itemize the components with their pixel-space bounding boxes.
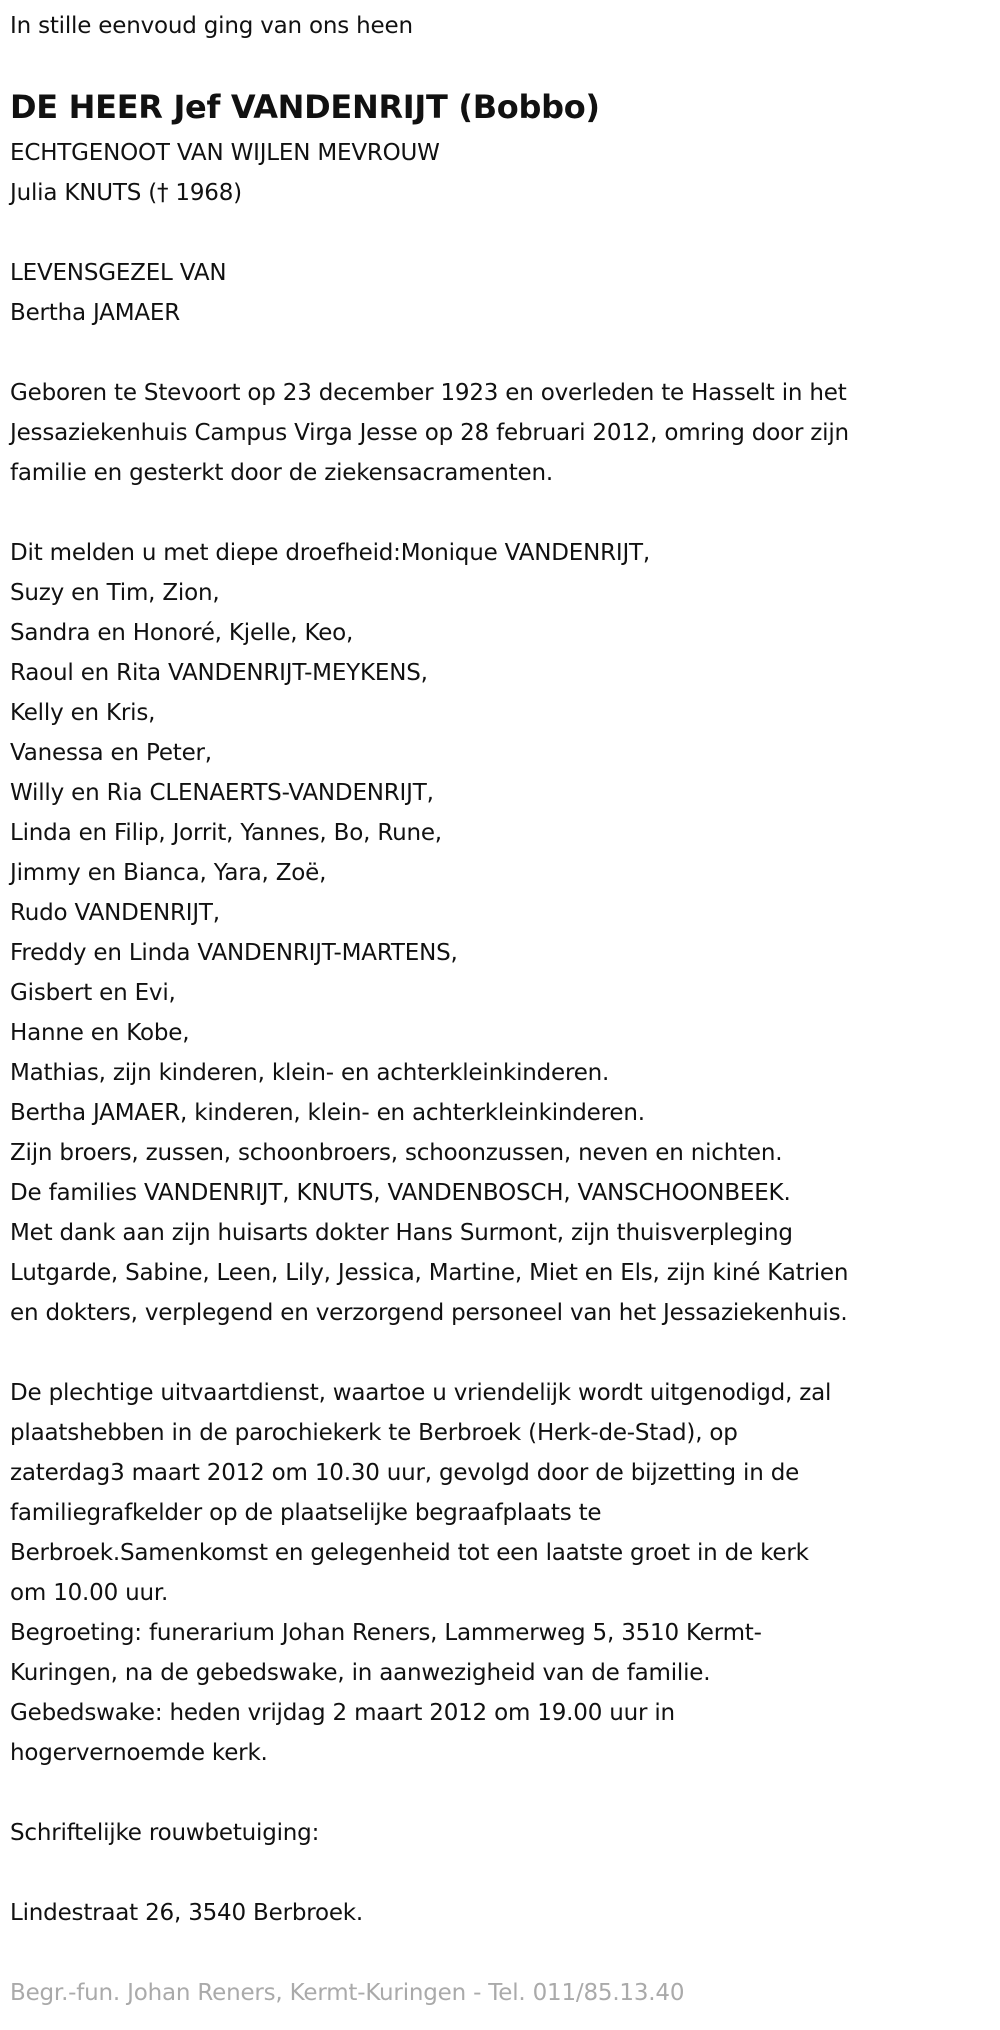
service-paragraph	[10, 1373, 1000, 1773]
text-line: Mathias, zijn kinderen, klein- en achterkleinkinderen.	[10, 1060, 610, 1086]
text-line: hogervernoemde kerk.	[10, 1740, 268, 1766]
text-line: Freddy en Linda VANDENRIJT-MARTENS,	[10, 940, 458, 966]
text-line: om 10.00 uur.	[10, 1580, 169, 1606]
text-line: Linda en Filip, Jorrit, Yannes, Bo, Rune,	[10, 820, 442, 846]
text-line: Lutgarde, Sabine, Leen, Lily, Jessica, Martine, Miet en Els, zijn kiné Katrien	[10, 1260, 849, 1286]
intro-text: In stille eenvoud ging van ons heen	[10, 13, 413, 39]
text-line: Geboren te Stevoort op 23 december 1923 en overleden te Hasselt in het	[10, 380, 847, 406]
text-line: Jessaziekenhuis Campus Virga Jesse op 28 februari 2012, omring door zijn	[10, 420, 849, 446]
partner-name: Bertha JAMAER	[10, 300, 180, 326]
spouse-label: ECHTGENOOT VAN WIJLEN MEVROUW	[10, 140, 440, 166]
text-line: familiegrafkelder op de plaatselijke begraafplaats te	[10, 1500, 602, 1526]
text-line: en dokters, verplegend en verzorgend personeel van het Jessaziekenhuis.	[10, 1300, 848, 1326]
partner-label: LEVENSGEZEL VAN	[10, 260, 227, 286]
text-line: zaterdag3 maart 2012 om 10.30 uur, gevolgd door de bijzetting in de	[10, 1460, 800, 1486]
text-line: Sandra en Honoré, Kjelle, Keo,	[10, 620, 354, 646]
text-line: Gisbert en Evi,	[10, 980, 176, 1006]
text-line: De plechtige uitvaartdienst, waartoe u vriendelijk wordt uitgenodigd, zal	[10, 1380, 832, 1406]
text-line: Zijn broers, zussen, schoonbroers, schoonzussen, neven en nichten.	[10, 1140, 783, 1166]
deceased-name: DE HEER Jef VANDENRIJT (Bobbo)	[10, 88, 600, 126]
text-line: Vanessa en Peter,	[10, 740, 212, 766]
text-line: Met dank aan zijn huisarts dokter Hans Surmont, zijn thuisverpleging	[10, 1220, 793, 1246]
text-line: Bertha JAMAER, kinderen, klein- en achterkleinkinderen.	[10, 1100, 645, 1126]
funeral-home-footer: Begr.-fun. Johan Reners, Kermt-Kuringen - Tel. 011/85.13.40	[10, 1980, 685, 2006]
spouse-name: Julia KNUTS († 1968)	[10, 180, 242, 206]
text-line: Jimmy en Bianca, Yara, Zoë,	[10, 860, 327, 886]
text-line: familie en gesterkt door de ziekensacramenten.	[10, 460, 553, 486]
text-line: De families VANDENRIJT, KNUTS, VANDENBOSCH, VANSCHOONBEEK.	[10, 1180, 791, 1206]
condolence-label: Schriftelijke rouwbetuiging:	[10, 1820, 320, 1846]
text-line: Willy en Ria CLENAERTS-VANDENRIJT,	[10, 780, 434, 806]
condolence-address: Lindestraat 26, 3540 Berbroek.	[10, 1900, 364, 1926]
text-line: Kelly en Kris,	[10, 700, 156, 726]
text-line: Kuringen, na de gebedswake, in aanwezigheid van de familie.	[10, 1660, 711, 1686]
text-line: Gebedswake: heden vrijdag 2 maart 2012 om 19.00 uur in	[10, 1700, 675, 1726]
spouse-block	[10, 133, 1000, 213]
text-line: Begroeting: funerarium Johan Reners, Lammerweg 5, 3510 Kermt-	[10, 1620, 762, 1646]
text-line: Hanne en Kobe,	[10, 1020, 190, 1046]
partner-block	[10, 253, 1000, 333]
birth-death-paragraph	[10, 373, 1000, 493]
text-line: Suzy en Tim, Zion,	[10, 580, 220, 606]
text-line: plaatshebben in de parochiekerk te Berbroek (Herk-de-Stad), op	[10, 1420, 738, 1446]
family-paragraph	[10, 533, 1000, 1333]
text-line: Rudo VANDENRIJT,	[10, 900, 220, 926]
text-line: Berbroek.Samenkomst en gelegenheid tot een laatste groet in de kerk	[10, 1540, 809, 1566]
text-line: Raoul en Rita VANDENRIJT-MEYKENS,	[10, 660, 428, 686]
text-line: Dit melden u met diepe droefheid:Monique VANDENRIJT,	[10, 540, 651, 566]
